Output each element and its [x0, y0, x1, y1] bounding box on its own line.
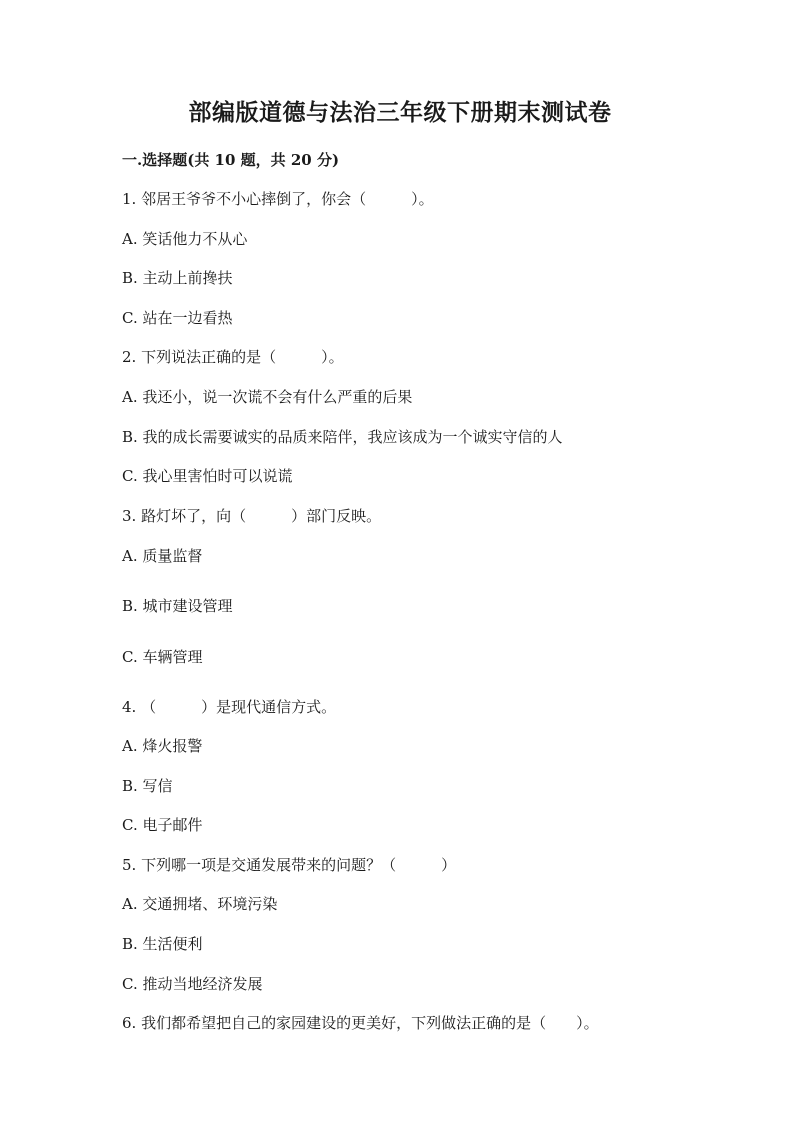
question-stem: 3. 路灯坏了，向（ ）部门反映。 — [122, 507, 382, 525]
answer-option[interactable]: B. 生活便利 — [122, 935, 203, 953]
answer-option[interactable]: C. 推动当地经济发展 — [122, 975, 263, 993]
answer-option[interactable]: C. 电子邮件 — [122, 816, 203, 834]
answer-option[interactable]: B. 写信 — [122, 777, 173, 795]
answer-option[interactable]: A. 交通拥堵、环境污染 — [122, 895, 278, 913]
answer-option[interactable]: C. 我心里害怕时可以说谎 — [122, 467, 293, 485]
question-stem: 6. 我们都希望把自己的家园建设的更美好，下列做法正确的是（ ）。 — [122, 1014, 599, 1032]
answer-option[interactable]: B. 城市建设管理 — [122, 597, 233, 615]
answer-option[interactable]: B. 主动上前搀扶 — [122, 269, 233, 287]
answer-option[interactable]: A. 我还小，说一次谎不会有什么严重的后果 — [122, 388, 413, 406]
question-stem: 1. 邻居王爷爷不小心摔倒了，你会（ ）。 — [122, 190, 434, 208]
answer-option[interactable]: A. 烽火报警 — [122, 737, 203, 755]
page-title: 部编版道德与法治三年级下册期末测试卷 — [188, 99, 612, 126]
answer-option[interactable]: A. 笑话他力不从心 — [122, 230, 248, 248]
answer-option[interactable]: C. 站在一边看热 — [122, 309, 233, 327]
answer-option[interactable]: C. 车辆管理 — [122, 648, 203, 666]
answer-option[interactable]: A. 质量监督 — [122, 547, 203, 565]
answer-option[interactable]: B. 我的成长需要诚实的品质来陪伴，我应该成为一个诚实守信的人 — [122, 428, 563, 446]
section-heading: 一.选择题(共 10 题，共 20 分) — [122, 151, 340, 169]
question-stem: 4. （ ）是现代通信方式。 — [122, 698, 337, 716]
question-stem: 2. 下列说法正确的是（ ）。 — [122, 348, 344, 366]
question-stem: 5. 下列哪一项是交通发展带来的问题？（ ） — [122, 856, 457, 874]
